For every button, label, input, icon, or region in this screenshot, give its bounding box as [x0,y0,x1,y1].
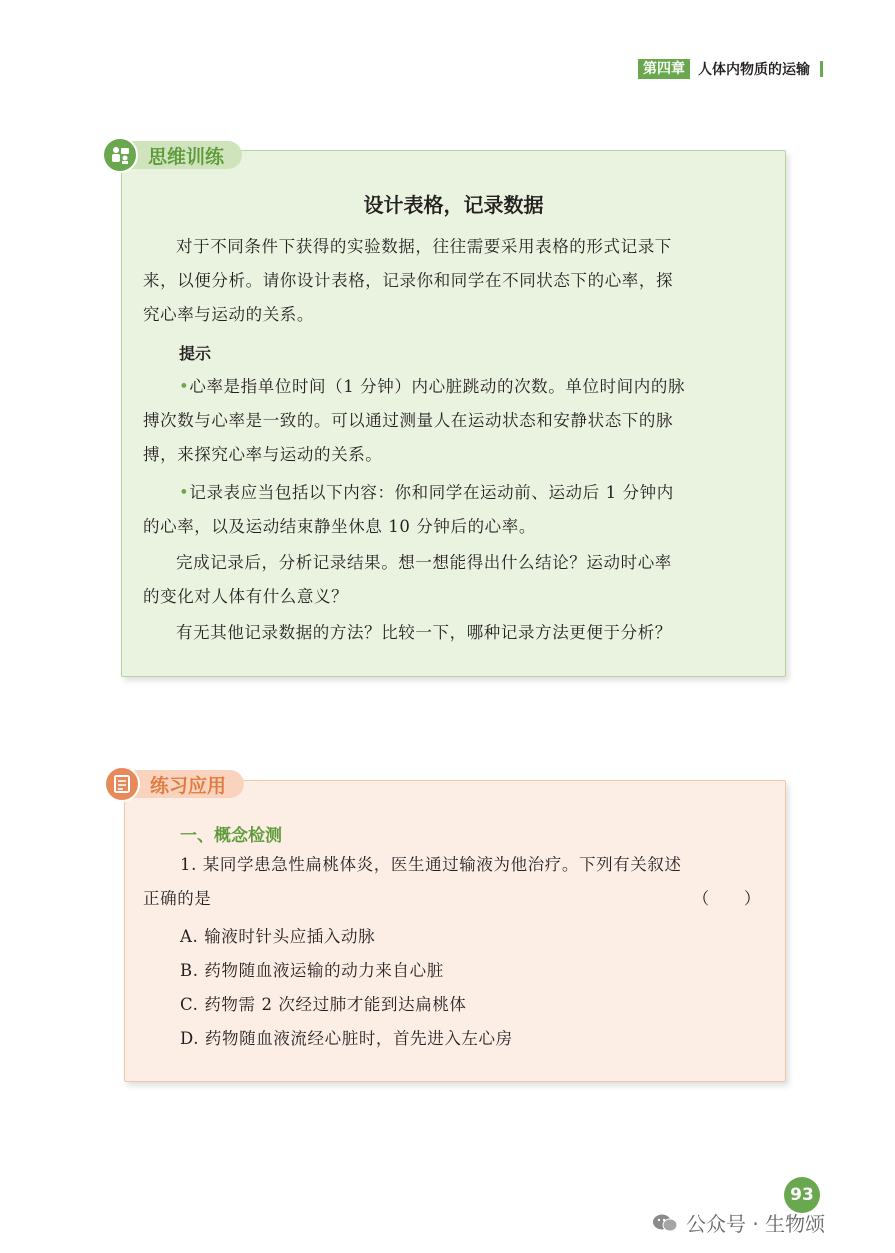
bullet-icon: • [179,483,190,502]
wechat-icon [652,1213,678,1233]
hint-label: 提示 [179,344,212,363]
practice-tab [104,766,244,802]
activity-title: 设计表格，记录数据 [363,193,544,217]
bullet-icon: • [179,377,190,396]
hint-1-line-1 [179,371,779,402]
practice-tab-label: 练习应用 [104,770,244,798]
final-question: 有无其他记录数据的方法？比较一下，哪种记录方法更便于分析？ [176,623,672,642]
thinking-training-tab [102,137,242,173]
hint-2-text: 记录表应当包括以下内容：你和同学在运动前、运动后 1 分钟内 [189,483,674,502]
option-a: A. 输液时针头应插入动脉 [180,927,376,946]
concept-check-heading: 一、概念检测 [180,826,282,846]
chapter-header [638,58,823,80]
question-1-line-2 [143,883,783,914]
chapter-title: 人体内物质的运输 [698,62,810,78]
intro-line-1: 对于不同条件下获得的实验数据，往往需要采用表格的形式记录下 [176,237,672,256]
option-c: C. 药物需 2 次经过肺才能到达扁桃体 [180,995,467,1014]
chapter-bar-decoration [820,61,823,77]
option-d: D. 药物随血液流经心脏时，首先进入左心房 [180,1029,513,1048]
question-1-line-1: 1. 某同学患急性扁桃体炎，医生通过输液为他治疗。下列有关叙述 [180,855,682,874]
hint-2-line-2: 的心率，以及运动结束静坐休息 10 分钟后的心率。 [143,517,536,536]
hint-1-text: 心率是指单位时间（1 分钟）内心脏跳动的次数。单位时间内的脉 [189,377,686,396]
watermark-text: 公众号 · 生物颂 [686,1212,826,1236]
thinking-training-box [121,150,786,677]
question-1-stem-end: 正确的是 [143,889,212,908]
option-b: B. 药物随血液运输的动力来自心脏 [180,961,444,980]
people-icon [102,137,138,173]
practice-box [124,780,786,1082]
intro-line-2: 来，以便分析。请你设计表格，记录你和同学在不同状态下的心率，探 [143,271,674,290]
watermark [652,1208,825,1237]
thinking-tab-label: 思维训练 [102,141,242,169]
chapter-tag: 第四章 [638,59,690,79]
after-line-2: 的变化对人体有什么意义？ [143,587,349,606]
notebook-icon [104,766,140,802]
hint-1-line-2: 搏次数与心率是一致的。可以通过测量人在运动状态和安静状态下的脉 [143,411,674,430]
hint-1-line-3: 搏，来探究心率与运动的关系。 [143,445,383,464]
after-line-1: 完成记录后，分析记录结果。想一想能得出什么结论？运动时心率 [176,553,672,572]
page-number: 93 [784,1177,820,1213]
hint-2-line-1 [179,477,779,508]
intro-line-3: 究心率与运动的关系。 [143,305,314,324]
answer-blank[interactable]: （ ） [692,889,761,908]
